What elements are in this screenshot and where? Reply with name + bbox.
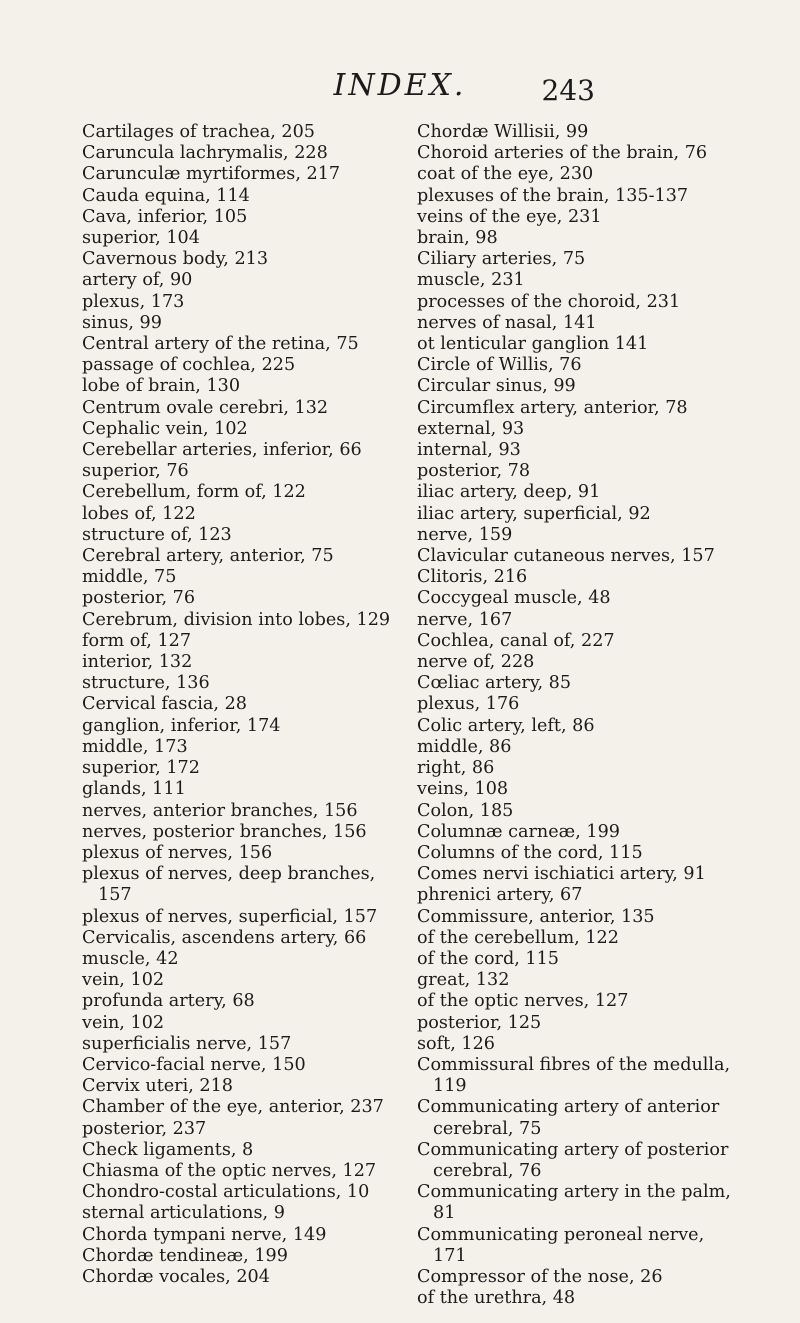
index-entry: external, 93 bbox=[417, 418, 525, 439]
index-entry: form of, 127 bbox=[82, 630, 192, 651]
index-entry: Cerebral artery, anterior, 75 bbox=[82, 546, 334, 567]
index-entry: coat of the eye, 230 bbox=[417, 164, 594, 185]
index-entry: iliac artery, deep, 91 bbox=[417, 482, 601, 503]
index-entry: Colic artery, left, 86 bbox=[417, 715, 595, 736]
index-entry: Chamber of the eye, anterior, 237 bbox=[82, 1097, 384, 1118]
index-entry: Communicating artery of posterior cerebral, 76 bbox=[417, 1139, 734, 1181]
index-entry: Communicating artery of anterior cerebral, 75 bbox=[417, 1097, 725, 1139]
index-entry: middle, 86 bbox=[417, 736, 512, 757]
index-entry: posterior, 125 bbox=[417, 1012, 542, 1033]
index-entry: Chordæ vocales, 204 bbox=[82, 1266, 270, 1287]
page-number: 243 bbox=[541, 74, 595, 107]
index-entry: posterior, 78 bbox=[417, 461, 531, 482]
index-entry: plexus of nerves, 156 bbox=[82, 842, 273, 863]
index-entry: ganglion, inferior, 174 bbox=[82, 715, 281, 736]
index-entry: artery of, 90 bbox=[82, 270, 193, 291]
index-entry: superior, 104 bbox=[82, 228, 200, 249]
index-entry: of the cord, 115 bbox=[417, 948, 559, 969]
index-entry: vein, 102 bbox=[82, 970, 165, 991]
index-entry: plexuses of the brain, 135-137 bbox=[417, 185, 689, 206]
index-entry: middle, 173 bbox=[82, 736, 188, 757]
index-entry: Cerebellar arteries, inferior, 66 bbox=[82, 440, 362, 461]
index-entry: plexus of nerves, superficial, 157 bbox=[82, 906, 378, 927]
index-entry: phrenici artery, 67 bbox=[417, 885, 583, 906]
index-entry: internal, 93 bbox=[417, 440, 521, 461]
index-entry: glands, 111 bbox=[82, 779, 186, 800]
index-entry: nerve, 167 bbox=[417, 609, 513, 630]
index-entry: Circumflex artery, anterior, 78 bbox=[417, 397, 688, 418]
index-entry: veins, 108 bbox=[417, 779, 509, 800]
index-entry: Cochlea, canal of, 227 bbox=[417, 630, 615, 651]
index-entry: nerve, 159 bbox=[417, 524, 513, 545]
index-entry: Centrum ovale cerebri, 132 bbox=[82, 397, 329, 418]
index-entry: plexus, 173 bbox=[82, 291, 185, 312]
index-entry: Central artery of the retina, 75 bbox=[82, 334, 359, 355]
index-entry: of the cerebellum, 122 bbox=[417, 927, 619, 948]
index-entry: Cervicalis, ascendens artery, 66 bbox=[82, 927, 367, 948]
index-entry: Clavicular cutaneous nerves, 157 bbox=[417, 546, 715, 567]
index-entry: Chondro-costal articulations, 10 bbox=[82, 1182, 370, 1203]
index-entry: Cœliac artery, 85 bbox=[417, 673, 572, 694]
index-entry: posterior, 237 bbox=[82, 1118, 207, 1139]
index-entry: Cephalic vein, 102 bbox=[82, 418, 248, 439]
index-entry: vein, 102 bbox=[82, 1012, 165, 1033]
index-entry: lobes of, 122 bbox=[82, 503, 196, 524]
index-entry: nerves of nasal, 141 bbox=[417, 312, 597, 333]
index-entry: great, 132 bbox=[417, 970, 510, 991]
index-entry: Commissure, anterior, 135 bbox=[417, 906, 655, 927]
index-entry: Columns of the cord, 115 bbox=[417, 842, 643, 863]
index-entry: nerves, posterior branches, 156 bbox=[82, 821, 367, 842]
index-entry: iliac artery, superficial, 92 bbox=[417, 503, 651, 524]
index-entry: plexus of nerves, deep branches, 157 bbox=[82, 864, 381, 906]
index-entry: Choroid arteries of the brain, 76 bbox=[417, 143, 708, 164]
index-column-right bbox=[417, 122, 742, 1309]
index-entry: processes of the choroid, 231 bbox=[417, 291, 681, 312]
index-entry: brain, 98 bbox=[417, 228, 498, 249]
index-entry: superior, 172 bbox=[82, 758, 200, 779]
index-entry: Communicating artery in the palm, 81 bbox=[417, 1182, 737, 1224]
index-entry: Cervico-facial nerve, 150 bbox=[82, 1054, 306, 1075]
index-entry: Compressor of the nose, 26 bbox=[417, 1266, 663, 1287]
index-entry: Cauda equina, 114 bbox=[82, 185, 250, 206]
index-entry: Cerebrum, division into lobes, 129 bbox=[82, 609, 391, 630]
index-entry: Cervix uteri, 218 bbox=[82, 1076, 233, 1097]
index-entry: Colon, 185 bbox=[417, 800, 514, 821]
index-entry: muscle, 231 bbox=[417, 270, 525, 291]
index-entry: Communicating peroneal nerve, 171 bbox=[417, 1224, 710, 1266]
index-entry: Caruncula lachrymalis, 228 bbox=[82, 143, 328, 164]
index-entry: structure, 136 bbox=[82, 673, 210, 694]
index-entry: Commissural fibres of the medulla, 119 bbox=[417, 1054, 736, 1097]
index-entry: Columnæ carneæ, 199 bbox=[417, 821, 620, 842]
index-entry: passage of cochlea, 225 bbox=[82, 355, 296, 376]
index-entry: sternal articulations, 9 bbox=[82, 1203, 285, 1224]
index-entry: soft, 126 bbox=[417, 1033, 495, 1054]
index-entry: Ciliary arteries, 75 bbox=[417, 249, 586, 270]
index-entry: nerves, anterior branches, 156 bbox=[82, 800, 358, 821]
index-entry: Chordæ tendineæ, 199 bbox=[82, 1245, 288, 1266]
index-entry: interior, 132 bbox=[82, 652, 193, 673]
index-entry: Cava, inferior, 105 bbox=[82, 206, 248, 227]
index-entry: superficialis nerve, 157 bbox=[82, 1033, 292, 1054]
index-entry: Cervical fascia, 28 bbox=[82, 694, 247, 715]
index-entry: plexus, 176 bbox=[417, 694, 520, 715]
index-entry: lobe of brain, 130 bbox=[82, 376, 241, 397]
index-column-left bbox=[82, 122, 402, 1288]
index-entry: ot lenticular ganglion 141 bbox=[417, 334, 649, 355]
index-entry: Carunculæ myrtiformes, 217 bbox=[82, 164, 341, 185]
index-entry: Chordæ Willisii, 99 bbox=[417, 122, 589, 142]
index-entry: Chorda tympani nerve, 149 bbox=[82, 1224, 327, 1245]
index-entry: Cerebellum, form of, 122 bbox=[82, 482, 306, 503]
index-entry: right, 86 bbox=[417, 758, 495, 779]
index-entry: Cartilages of trachea, 205 bbox=[82, 122, 315, 142]
index-entry: Cavernous body, 213 bbox=[82, 249, 269, 270]
index-entry: profunda artery, 68 bbox=[82, 991, 255, 1012]
index-entry: Check ligaments, 8 bbox=[82, 1139, 254, 1160]
index-entry: nerve of, 228 bbox=[417, 652, 535, 673]
index-entry: structure of, 123 bbox=[82, 524, 232, 545]
index-entry: veins of the eye, 231 bbox=[417, 206, 602, 227]
index-entry: Circle of Willis, 76 bbox=[417, 355, 582, 376]
index-entry: posterior, 76 bbox=[82, 588, 196, 609]
index-entry: muscle, 42 bbox=[82, 948, 179, 969]
index-entry: Coccygeal muscle, 48 bbox=[417, 588, 611, 609]
index-entry: sinus, 99 bbox=[82, 312, 162, 333]
index-entry: middle, 75 bbox=[82, 567, 177, 588]
index-entry: Circular sinus, 99 bbox=[417, 376, 576, 397]
index-entry: Chiasma of the optic nerves, 127 bbox=[82, 1160, 377, 1181]
page-title: INDEX. bbox=[333, 68, 467, 103]
index-entry: of the optic nerves, 127 bbox=[417, 991, 629, 1012]
index-entry: of the urethra, 48 bbox=[417, 1288, 576, 1309]
index-entry: superior, 76 bbox=[82, 461, 189, 482]
index-entry: Clitoris, 216 bbox=[417, 567, 528, 588]
index-entry: Comes nervi ischiatici artery, 91 bbox=[417, 864, 706, 885]
